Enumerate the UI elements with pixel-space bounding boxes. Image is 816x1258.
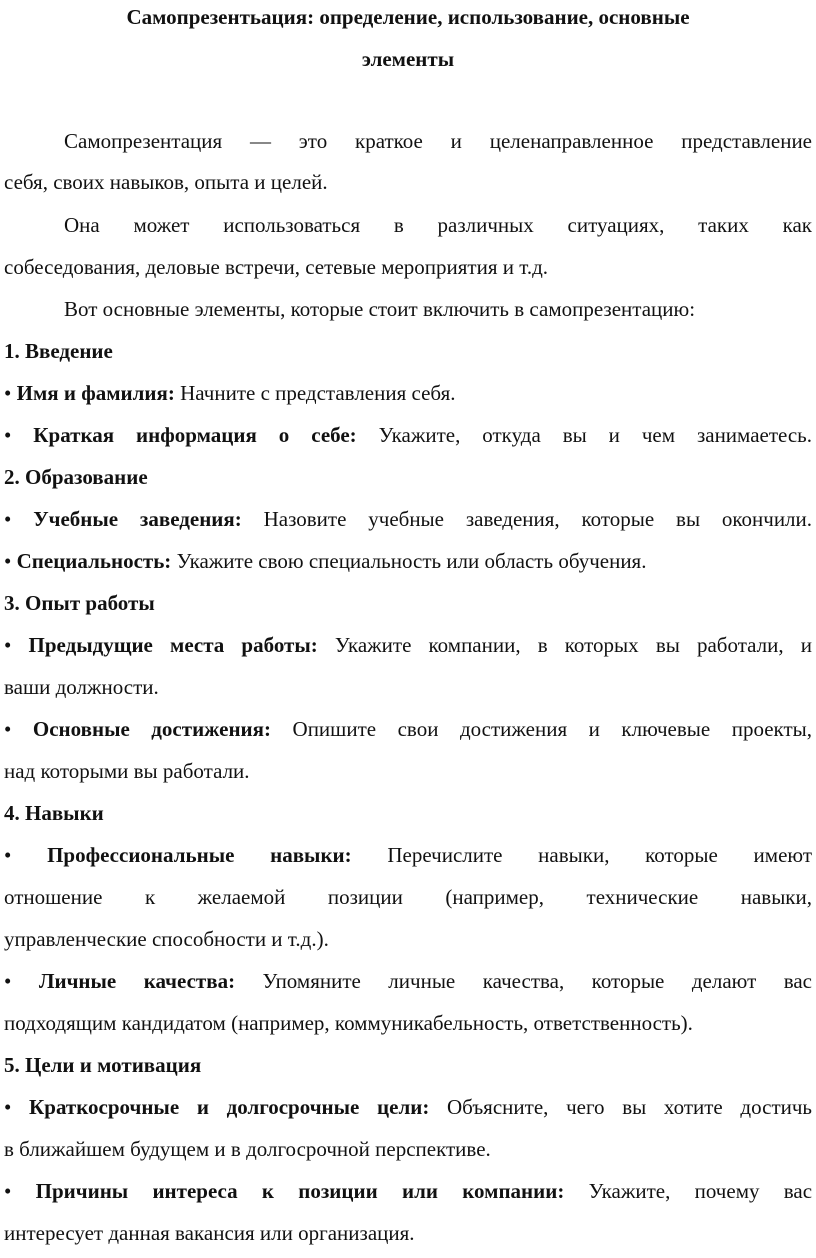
bullet-label: Основные достижения: <box>32 717 271 741</box>
bullet-icon: • <box>4 843 12 867</box>
section-heading-intro: 1. Введение <box>4 339 113 363</box>
intro-paragraph-3-line-1: Вот основные элементы, которые стоит включить в самопрезентацию: <box>64 297 696 321</box>
document-title-line-1: Самопрезентьация: определение, использование, основные <box>126 5 690 29</box>
bullet-item-personal-qualities-continued: подходящим кандидатом (например, коммуникабельность, ответственность). <box>4 1011 693 1035</box>
bullet-text: Укажите свою специальность или область обучения. <box>176 549 647 573</box>
bullet-text: Опишите свои достижения и ключевые проекты, <box>292 717 813 741</box>
section-heading-experience: 3. Опыт работы <box>4 591 155 615</box>
bullet-icon: • <box>4 549 12 573</box>
bullet-item-professional-skills <box>4 840 812 870</box>
bullet-icon: • <box>4 717 12 741</box>
bullet-label: Специальность: <box>16 549 172 573</box>
bullet-icon: • <box>4 969 12 993</box>
intro-paragraph-1-line-1: Самопрезентация — это краткое и целенаправленное представление <box>64 129 812 153</box>
bullet-label: Личные качества: <box>38 969 236 993</box>
section-heading-goals: 5. Цели и мотивация <box>4 1053 202 1077</box>
bullet-icon: • <box>4 633 12 657</box>
bullet-text: Назовите учебные заведения, которые вы окончили. <box>263 507 813 531</box>
bullet-icon: • <box>4 381 12 405</box>
bullet-item-institutions <box>4 504 812 534</box>
bullet-text: Перечислите навыки, которые имеют <box>387 843 812 867</box>
bullet-label: Краткая информация о себе: <box>33 423 357 447</box>
bullet-item-interest-reasons <box>4 1176 812 1206</box>
bullet-item-specialty <box>4 546 812 576</box>
bullet-label: Учебные заведения: <box>33 507 242 531</box>
bullet-item-previous-jobs-continued: ваши должности. <box>4 675 159 699</box>
section-heading-skills: 4. Навыки <box>4 801 104 825</box>
bullet-label: Краткосрочные и долгосрочные цели: <box>29 1095 430 1119</box>
bullet-text: Укажите, откуда вы и чем занимаетесь. <box>378 423 813 447</box>
bullet-icon: • <box>4 507 12 531</box>
bullet-item-professional-skills-continued-1: отношение к желаемой позиции (например, технические навыки, <box>4 885 812 909</box>
bullet-icon: • <box>4 1179 12 1203</box>
intro-paragraph-1-line-2: себя, своих навыков, опыта и целей. <box>4 170 328 194</box>
bullet-label: Причины интереса к позиции или компании: <box>35 1179 565 1203</box>
bullet-item-goals <box>4 1092 812 1122</box>
bullet-item-achievements-continued: над которыми вы работали. <box>4 759 250 783</box>
bullet-text: Начните с представления себя. <box>180 381 456 405</box>
bullet-icon: • <box>4 423 12 447</box>
bullet-text: Объясните, чего вы хотите достичь <box>447 1095 812 1119</box>
bullet-item-about <box>4 420 812 450</box>
bullet-item-achievements <box>4 714 812 744</box>
bullet-text: Упомяните личные качества, которые делают вас <box>262 969 813 993</box>
bullet-item-personal-qualities <box>4 966 812 996</box>
bullet-label: Профессиональные навыки: <box>47 843 352 867</box>
intro-paragraph-2-line-2: собеседования, деловые встречи, сетевые мероприятия и т.д. <box>4 255 549 279</box>
bullet-item-name <box>4 378 812 408</box>
bullet-icon: • <box>4 1095 12 1119</box>
bullet-label: Имя и фамилия: <box>16 381 175 405</box>
bullet-text: Укажите компании, в которых вы работали, и <box>334 633 813 657</box>
bullet-label: Предыдущие места работы: <box>28 633 318 657</box>
document-title-line-2: элементы <box>361 47 455 71</box>
bullet-item-interest-reasons-continued: интересует данная вакансия или организация. <box>4 1221 415 1245</box>
bullet-item-goals-continued: в ближайшем будущем и в долгосрочной перспективе. <box>4 1137 491 1161</box>
bullet-item-professional-skills-continued-2: управленческие способности и т.д.). <box>4 927 329 951</box>
bullet-text: Укажите, почему вас <box>588 1179 813 1203</box>
bullet-item-previous-jobs <box>4 630 812 660</box>
intro-paragraph-2-line-1: Она может использоваться в различных ситуациях, таких как <box>64 213 812 237</box>
section-heading-education: 2. Образование <box>4 465 148 489</box>
